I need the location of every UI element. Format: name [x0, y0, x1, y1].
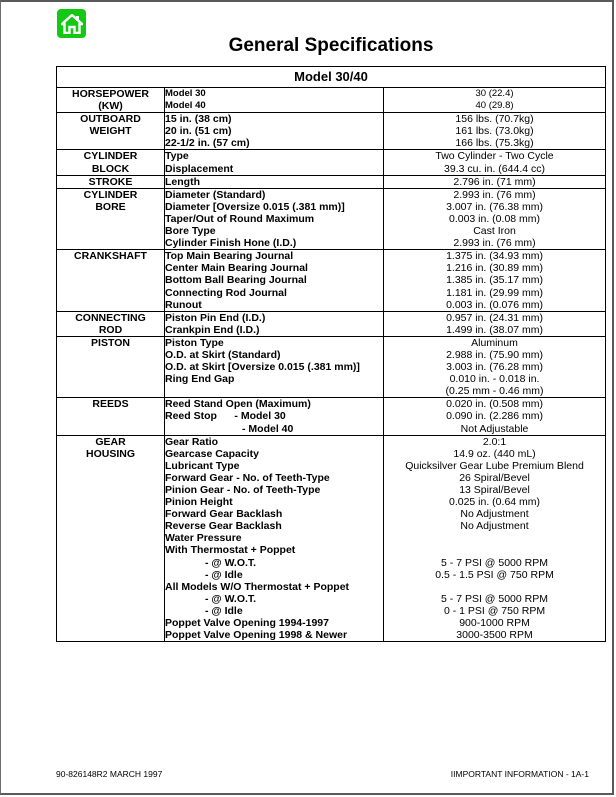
spec-item-label: Ring End Gap — [165, 373, 235, 386]
spec-section-row — [57, 150, 606, 175]
spec-value: 0.020 in. (0.508 mm) — [446, 398, 543, 411]
spec-value — [384, 544, 605, 556]
spec-value: Aluminum — [471, 336, 518, 349]
spec-value: Two Cylinder - Two Cycle — [435, 150, 554, 163]
spec-item-label: Model 30 — [165, 88, 206, 99]
spec-value: 2.993 in. (76 mm) — [453, 188, 536, 201]
spec-value: 1.499 in. (38.07 mm) — [446, 323, 543, 336]
spec-item-label: Connecting Rod Journal — [165, 286, 287, 299]
spec-item-label: Piston Pin End (I.D.) — [165, 311, 266, 324]
spec-item-label: 22-1/2 in. (57 cm) — [165, 137, 250, 150]
spec-item-label: Displacement — [165, 162, 234, 175]
spec-items — [165, 188, 384, 249]
category-line: OUTBOARD — [80, 113, 141, 126]
spec-items — [165, 88, 384, 113]
spec-value: 0.957 in. (24.31 mm) — [446, 311, 543, 324]
spec-value: No Adjustment — [460, 520, 529, 533]
spec-value: 0.090 in. (2.286 mm) — [446, 410, 543, 423]
category-line: BLOCK — [91, 162, 130, 175]
category-line: REEDS — [92, 398, 129, 411]
category-label — [57, 336, 165, 397]
spec-item-label: Center Main Bearing Journal — [165, 262, 308, 275]
spec-items — [165, 250, 384, 311]
spec-items — [165, 435, 384, 642]
category-label — [57, 311, 165, 336]
category-label — [57, 250, 165, 311]
category-line: CRANKSHAFT — [74, 250, 147, 263]
spec-value: 5 - 7 PSI @ 5000 RPM — [441, 592, 548, 605]
spec-value: 1.385 in. (35.17 mm) — [446, 274, 543, 287]
spec-value: 39.3 cu. in. (644.4 cc) — [444, 162, 545, 175]
spec-items — [165, 175, 384, 188]
spec-item-label: Diameter (Standard) — [165, 188, 266, 201]
spec-value: 900-1000 RPM — [459, 617, 530, 630]
spec-section-row — [57, 175, 606, 188]
category-line: WEIGHT — [89, 125, 132, 138]
category-line: ROD — [98, 323, 123, 336]
spec-value: 26 Spiral/Bevel — [459, 471, 530, 484]
spec-item-label: O.D. at Skirt (Standard) — [165, 348, 281, 361]
category-label — [57, 150, 165, 175]
spec-item-label: 15 in. (38 cm) — [165, 113, 232, 126]
model-header: Model 30/40 — [57, 67, 606, 88]
spec-item-label: Bore Type — [165, 225, 216, 238]
spec-values — [384, 311, 606, 336]
home-button[interactable] — [57, 9, 86, 38]
spec-values — [384, 88, 606, 113]
spec-item-label — [165, 385, 383, 397]
spec-value: 166 lbs. (75.3kg) — [455, 137, 534, 150]
category-line: CYLINDER — [83, 188, 138, 201]
spec-item-label: Length — [165, 175, 200, 188]
spec-item-label: Forward Gear - No. of Teeth-Type — [165, 471, 330, 484]
spec-value: 161 lbs. (73.0kg) — [455, 125, 534, 138]
category-label — [57, 188, 165, 249]
spec-item-label: Taper/Out of Round Maximum — [165, 212, 315, 225]
spec-value: 0.003 in. (0.08 mm) — [448, 212, 541, 225]
spec-section-row — [57, 250, 606, 311]
spec-item-label: Top Main Bearing Journal — [165, 250, 294, 263]
spec-item-label: Cylinder Finish Hone (I.D.) — [165, 237, 297, 250]
spec-item-label: With Thermostat + Poppet — [165, 544, 296, 557]
home-icon — [61, 14, 83, 34]
spec-value: 2.993 in. (76 mm) — [453, 237, 536, 250]
spec-value: 1.375 in. (34.93 mm) — [446, 250, 543, 263]
category-line: (KW) — [98, 100, 123, 113]
spec-items — [165, 150, 384, 175]
spec-item-label: Diameter [Oversize 0.015 (.381 mm)] — [165, 200, 345, 213]
spec-items — [165, 336, 384, 397]
spec-item-label: - @ W.O.T. — [205, 556, 257, 569]
spec-value: 156 lbs. (70.7kg) — [455, 113, 534, 126]
page-title: General Specifications — [228, 35, 434, 56]
spec-value: 3000-3500 RPM — [456, 629, 533, 642]
spec-item-label: Reed Stop - Model 30 — [165, 410, 286, 423]
spec-item-label: 20 in. (51 cm) — [165, 125, 232, 138]
category-line: PISTON — [91, 336, 130, 349]
category-label — [57, 398, 165, 435]
spec-section-row — [57, 435, 606, 642]
spec-value: 1.216 in. (30.89 mm) — [446, 262, 543, 275]
spec-value: 3.007 in. (76.38 mm) — [446, 200, 543, 213]
spec-section-row — [57, 311, 606, 336]
spec-item-label: Reverse Gear Backlash — [165, 520, 282, 533]
spec-value: 0.003 in. (0.076 mm) — [446, 298, 543, 311]
spec-value: 0.025 in. (0.64 mm) — [448, 496, 541, 509]
spec-item-label: Gearcase Capacity — [165, 447, 259, 460]
category-line: CONNECTING — [75, 311, 146, 324]
spec-item-label: Pinion Gear - No. of Teeth-Type — [165, 484, 321, 496]
spec-item-label: - Model 40 — [242, 422, 294, 435]
category-label — [57, 113, 165, 150]
footer-page-label: IIMPORTANT INFORMATION - 1A-1 — [450, 769, 589, 779]
spec-item-label: Poppet Valve Opening 1998 & Newer — [165, 629, 348, 642]
spec-values — [384, 336, 606, 397]
category-line: CYLINDER — [83, 150, 138, 163]
category-label — [57, 435, 165, 642]
spec-value: 3.003 in. (76.28 mm) — [446, 361, 543, 374]
category-label — [57, 175, 165, 188]
spec-item-label: Pinion Height — [165, 496, 233, 509]
category-line: HOUSING — [85, 447, 135, 460]
spec-item-label: Water Pressure — [165, 532, 242, 545]
category-line: GEAR — [95, 435, 126, 448]
spec-item-label: Reed Stand Open (Maximum) — [165, 398, 311, 411]
spec-values — [384, 435, 606, 642]
spec-item-label: - @ W.O.T. — [205, 592, 257, 605]
category-line: STROKE — [88, 175, 133, 188]
spec-section-row — [57, 188, 606, 249]
spec-item-label: - @ Idle — [205, 568, 243, 581]
spec-value: 0.010 in. - 0.018 in. — [449, 373, 540, 386]
spec-value: 0.5 - 1.5 PSI @ 750 RPM — [435, 568, 554, 581]
spec-values — [384, 150, 606, 175]
spec-values — [384, 175, 606, 188]
spec-item-label: Piston Type — [165, 336, 224, 349]
spec-section-row — [57, 336, 606, 397]
spec-value: 5 - 7 PSI @ 5000 RPM — [441, 556, 548, 569]
spec-items — [165, 398, 384, 435]
spec-item-label: Model 40 — [165, 100, 206, 112]
spec-value: 14.9 oz. (440 mL) — [453, 447, 536, 460]
spec-items — [165, 113, 384, 150]
spec-item-label: Lubricant Type — [165, 459, 240, 472]
spec-value: 2.0:1 — [482, 435, 507, 448]
spec-value: (0.25 mm - 0.46 mm) — [445, 385, 544, 398]
spec-value: 2.988 in. (75.90 mm) — [446, 348, 543, 361]
spec-item-label: Poppet Valve Opening 1994-1997 — [165, 617, 329, 630]
spec-items — [165, 311, 384, 336]
spec-value — [384, 581, 605, 593]
spec-values — [384, 250, 606, 311]
spec-value: Quicksilver Gear Lube Premium Blend — [405, 459, 584, 472]
spec-values — [384, 113, 606, 150]
spec-item-label: Type — [165, 150, 189, 163]
spec-section-row — [57, 398, 606, 435]
spec-value: Not Adjustable — [460, 422, 529, 435]
spec-item-label: All Models W/O Thermostat + Poppet — [165, 580, 350, 593]
spec-value — [384, 532, 605, 544]
spec-item-label: Gear Ratio — [165, 435, 219, 448]
spec-value: 0 - 1 PSI @ 750 RPM — [443, 604, 546, 617]
spec-table — [56, 66, 606, 642]
spec-value: 13 Spiral/Bevel — [459, 484, 530, 496]
spec-value: 1.181 in. (29.99 mm) — [446, 286, 543, 299]
spec-value: 40 (29.8) — [475, 100, 514, 112]
spec-value: 2.796 in. (71 mm) — [453, 175, 536, 188]
category-line: HORSEPOWER — [71, 88, 149, 100]
spec-value: No Adjustment — [460, 508, 529, 521]
spec-item-label: Crankpin End (I.D.) — [165, 323, 260, 336]
footer-document-number: 90-826148R2 MARCH 1997 — [56, 769, 163, 779]
spec-value: 30 (22.4) — [475, 88, 514, 99]
spec-values — [384, 188, 606, 249]
spec-value: Cast Iron — [473, 225, 516, 238]
spec-values — [384, 398, 606, 435]
spec-section-row — [57, 88, 606, 113]
spec-section-row — [57, 113, 606, 150]
spec-item-label: Runout — [165, 298, 202, 311]
spec-item-label: Forward Gear Backlash — [165, 508, 283, 521]
spec-item-label: - @ Idle — [205, 604, 243, 617]
category-line: BORE — [95, 200, 126, 213]
category-label — [57, 88, 165, 113]
spec-item-label: Bottom Ball Bearing Journal — [165, 274, 307, 287]
spec-item-label: O.D. at Skirt [Oversize 0.015 (.381 mm)] — [165, 361, 360, 374]
